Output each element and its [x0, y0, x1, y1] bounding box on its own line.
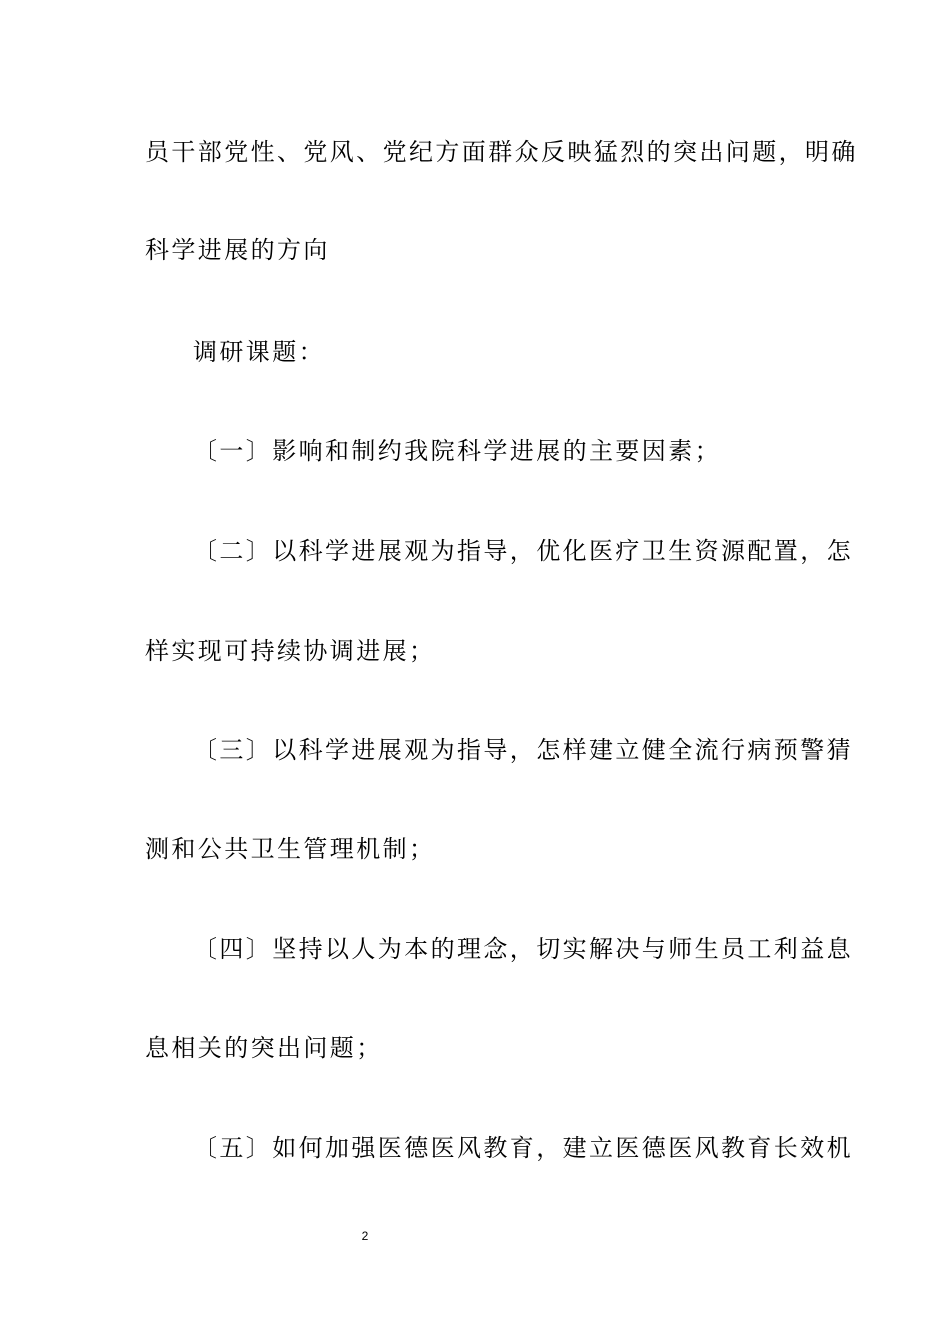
topic-item-2: 〔二〕以科学进展观为指导，优化医疗卫生资源配置，怎	[193, 537, 853, 565]
topic-item-4-continued: 息相关的突出问题；	[145, 1034, 383, 1062]
topic-item-1: 〔一〕影响和制约我院科学进展的主要因素；	[193, 437, 721, 465]
text-line-2: 科学进展的方向	[145, 236, 330, 264]
topic-item-3: 〔三〕以科学进展观为指导，怎样建立健全流行病预警猜	[193, 736, 853, 764]
topic-item-3-continued: 测和公共卫生管理机制；	[145, 835, 436, 863]
topic-item-2-continued: 样实现可持续协调进展；	[145, 637, 436, 665]
page-number: 2	[361, 1229, 369, 1243]
topic-item-5: 〔五〕如何加强医德医风教育，建立医德医风教育长效机	[193, 1134, 853, 1162]
topic-item-4: 〔四〕坚持以人为本的理念，切实解决与师生员工利益息	[193, 935, 853, 963]
section-heading: 调研课题：	[193, 338, 325, 366]
text-line-1: 员干部党性、党风、党纪方面群众反映猛烈的突出问题，明确	[145, 138, 858, 166]
